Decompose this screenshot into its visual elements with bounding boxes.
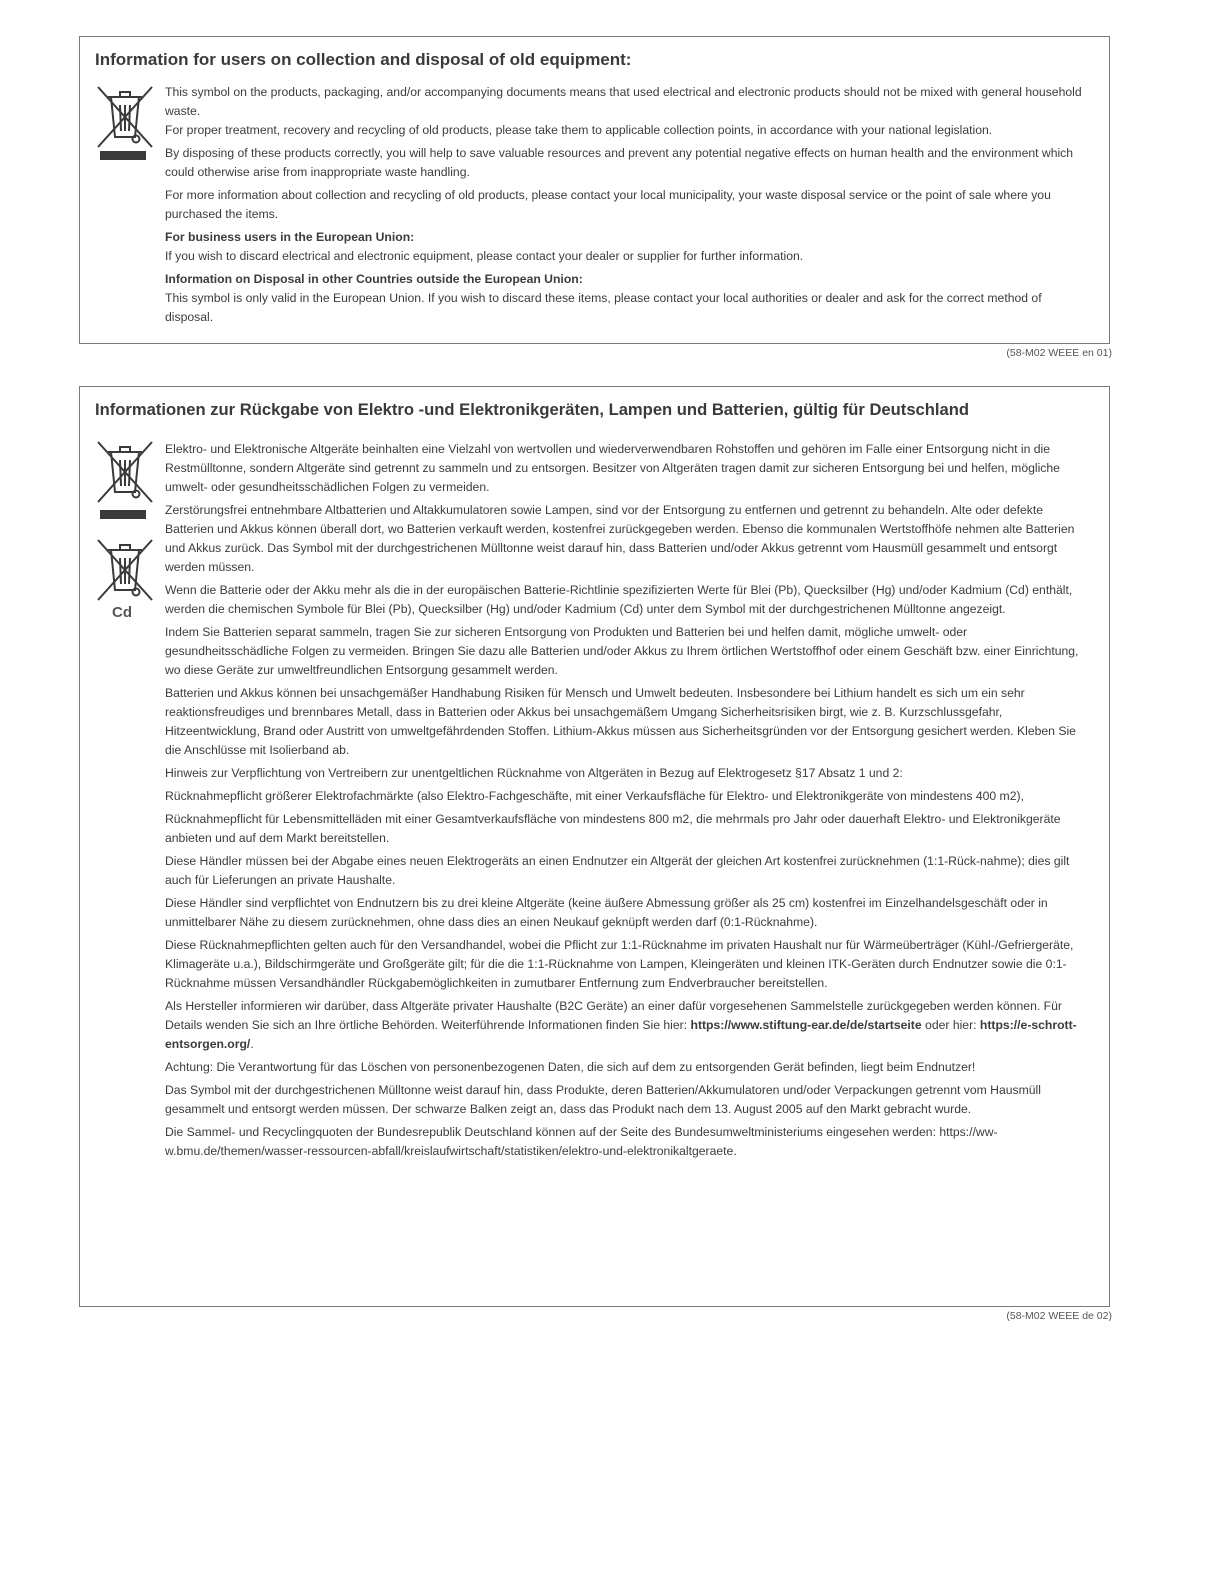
- english-text-column: [165, 83, 1093, 331]
- cadmium-label: Cd: [112, 604, 132, 621]
- de-paragraph: Batterien und Akkus können bei unsachgemäßer Handhabung Risiken für Mensch und Umwelt bedeuten. Insbesondere bei Lithium handelt es sich um ein sehr reaktionsfreudiges und brennbares Metall, dass in Batterien oder Akkus bei unsachgemäßem Umgang Sicherheitsrisiken birgt, wie z. B. Kurzschlussgefahr, Hitzeentwicklung, Brand oder Austritt von umweltgefährdenden Stoffen. Lithium-Akkus müssen aus Sicherheitsgründen vor der Entsorgung gesichert werden. Kleben Sie die Anschlüsse mit Isolierband ab.: [165, 686, 1076, 757]
- de-paragraph: Elektro- und Elektronische Altgeräte beinhalten eine Vielzahl von wertvollen und wiederverwendbaren Rohstoffen und gehören im Falle einer Entsorgung nicht in die Restmülltonne, sondern Altgeräte sind getrennt zu sammeln und zu entsorgen. Besitzer von Altgeräten tragen damit zur sicheren Entsorgung bei und helfen, mögliche umwelt- oder gesundheitsschädlichen Folgen zu vermeiden.: [165, 442, 1060, 494]
- stiftung-ear-link[interactable]: https://www.stiftung-ear.de/de/startseite: [690, 1018, 922, 1032]
- crossed-battery-bin-icon: [95, 538, 155, 602]
- de-paragraph: Die Sammel- und Recyclingquoten der Bundesrepublik Deutschland können auf der Seite des Bundesumweltministeriums eingesehen werden: https://ww-w.bmu.de/themen/wasser-ressourcen-abfall/kreislaufwirtschaft/statistiken/elektro-und-elektronikaltgeraete.: [165, 1125, 998, 1158]
- en-paragraph: By disposing of these products correctly, you will help to save valuable resources and prevent any potential negative effects on human health and the environment which could otherwise arise from inappropriate waste handling.: [165, 146, 1074, 179]
- english-section-title: Information for users on collection and disposal of old equipment:: [95, 50, 632, 69]
- de-links-text: oder hier:: [921, 1018, 980, 1032]
- de-paragraph: Hinweis zur Verpflichtung von Vertreibern zur unentgeltlichen Rücknahme von Altgeräten in Bezug auf Elektrogesetz §17 Absatz 1 und 2:: [165, 766, 903, 780]
- de-paragraph: Rücknahmepflicht für Lebensmittelläden mit einer Gesamtverkaufsfläche von mindestens 800 m2, die mehrmals pro Jahr oder dauerhaft Elektro- und Elektronikgeräte anbieten und auf dem Markt bereitstellen.: [165, 812, 1061, 845]
- de-paragraph: Das Symbol mit der durchgestrichenen Mülltonne weist darauf hin, dass Produkte, deren Batterien/Akkumulatoren und/oder Verpackungen getrennt vom Hausmüll gesammelt und entsorgt werden müssen. Der schwarze Balken zeigt an, dass das Produkt nach dem 13. August 2005 auf den Markt gebracht wurde.: [165, 1083, 1041, 1116]
- german-reference-code: (58-M02 WEEE de 02): [1006, 1310, 1112, 1322]
- de-paragraph: Zerstörungsfrei entnehmbare Altbatterien und Altakkumulatoren sowie Lampen, sind vor der Entsorgung zu entfernen und getrennt zu behandeln. Alte oder defekte Batterien und Akkus können überall dort, wo Batterien verkauft werden, kostenfrei zurückgegeben werden. Ebenso die kommunalen Wertstoffhöfe nehmen alte Batterien und Akkus zurück. Das Symbol mit der durchgestrichenen Mülltonne weist darauf hin, dass Batterien und/oder Akkus getrennt vom Hausmüll gesammelt und entsorgt werden müssen.: [165, 503, 1075, 574]
- de-paragraph: Achtung: Die Verantwortung für das Löschen von personenbezogenen Daten, die sich auf dem zu entsorgenden Gerät befinden, liegt beim Endnutzer!: [165, 1060, 976, 1074]
- de-paragraph: Diese Rücknahmepflichten gelten auch für den Versandhandel, wobei die Pflicht zur 1:1-Rücknahme im privaten Haushalt nur für Wärmeüberträger (Kühl-/Gefriergeräte, Klimageräte u.a.), Bildschirmgeräte und Großgeräte gilt; für die die 1:1-Rücknahme von Lampen, Kleingeräten und kleinen ITK-Geräten durch Endnutzer sowie die 0:1-Rücknahme müssen Versandhändler Rückgabemöglichkeiten in zumutbarer Entfernung zum Endverbraucher bereitstellen.: [165, 938, 1074, 990]
- de-paragraph: Wenn die Batterie oder der Akku mehr als die in der europäischen Batterie-Richtlinie spezifizierten Werte für Blei (Pb), Quecksilber (Hg) und/oder Kadmium (Cd) enthält, werden die chemischen Symbole für Blei (Pb), Quecksilber (Hg) und/oder Kadmium (Cd) unter dem Symbol mit der durchgestrichenen Mülltonne angezeigt.: [165, 583, 1073, 616]
- black-bar-icon: [100, 151, 146, 160]
- e-schrott-link[interactable]: https://e-schrott-entsorgen.org/: [165, 1018, 1077, 1051]
- german-text-column: [165, 440, 1093, 1165]
- english-reference-code: (58-M02 WEEE en 01): [1006, 347, 1112, 359]
- english-disposal-box: [79, 36, 1110, 344]
- crossed-wheelie-bin-icon: [95, 85, 155, 149]
- de-paragraph: Rücknahmepflicht größerer Elektrofachmärkte (also Elektro-Fachgeschäfte, mit einer Verkaufsfläche für Elektro- und Elektronikgeräte von mindestens 400 m2),: [165, 789, 1024, 803]
- en-business-text: If you wish to discard electrical and electronic equipment, please contact your dealer or supplier for further information.: [165, 249, 804, 263]
- black-bar-icon: [100, 510, 146, 519]
- german-disposal-box: [79, 386, 1110, 1307]
- de-paragraph: Diese Händler sind verpflichtet von Endnutzern bis zu drei kleine Altgeräte (keine äußere Abmessung größer als 25 cm) kostenfrei im Einzelhandelsgeschäft oder in unmittelbarer Nähe zu diesem zurücknehmen, ohne dass dies an einen Neukauf geknüpft werden darf (0:1-Rücknahme).: [165, 896, 1048, 929]
- en-paragraph: This symbol on the products, packaging, and/or accompanying documents means that used electrical and electronic products should not be mixed with general household waste.: [165, 85, 1082, 118]
- de-links-paragraph: [165, 997, 1093, 1054]
- en-outside-text: This symbol is only valid in the European Union. If you wish to discard these items, please contact your local authorities or dealer and ask for the correct method of disposal.: [165, 291, 1042, 324]
- en-outside-heading: Information on Disposal in other Countries outside the European Union:: [165, 272, 583, 286]
- de-links-text: Als Hersteller informieren wir darüber, dass Altgeräte privater Haushalte (B2C Geräte) an einer dafür vorgesehenen Sammelstelle zurückgegeben werden können. Für Details wenden Sie sich an Ihre örtliche Behörden. Weiterführende Informationen finden Sie hier:: [165, 999, 1062, 1032]
- en-paragraph: For more information about collection and recycling of old products, please contact your local municipality, your waste disposal service or the point of sale where you purchased the items.: [165, 188, 1051, 221]
- en-business-heading: For business users in the European Union:: [165, 230, 415, 244]
- de-paragraph: Diese Händler müssen bei der Abgabe eines neuen Elektrogeräts an einen Endnutzer ein Altgerät der gleichen Art kostenfrei zurücknehmen (1:1-Rück-nahme); dies gilt auch für Lieferungen an private Haushalte.: [165, 854, 1070, 887]
- crossed-wheelie-bin-icon: [95, 440, 155, 504]
- de-paragraph: Indem Sie Batterien separat sammeln, tragen Sie zur sicheren Entsorgung von Produkten und Batterien bei und helfen damit, mögliche umwelt- oder gesundheitsschädliche Folgen zu vermeiden. Bringen Sie dazu alle Batterien und/oder Akkus zu Ihrem örtlichen Wertstoffhof oder einem Geschäft bzw. einer Einrichtung, wo diese Geräte zur umweltfreundlichen Entsorgung gesammelt werden.: [165, 625, 1079, 677]
- en-paragraph: For proper treatment, recovery and recycling of old products, please take them to applicable collection points, in accordance with your national legislation.: [165, 123, 993, 137]
- de-links-text: .: [250, 1037, 254, 1051]
- german-section-title: Informationen zur Rückgabe von Elektro -und Elektronikgeräten, Lampen und Batterien, gültig für Deutschland: [95, 400, 970, 419]
